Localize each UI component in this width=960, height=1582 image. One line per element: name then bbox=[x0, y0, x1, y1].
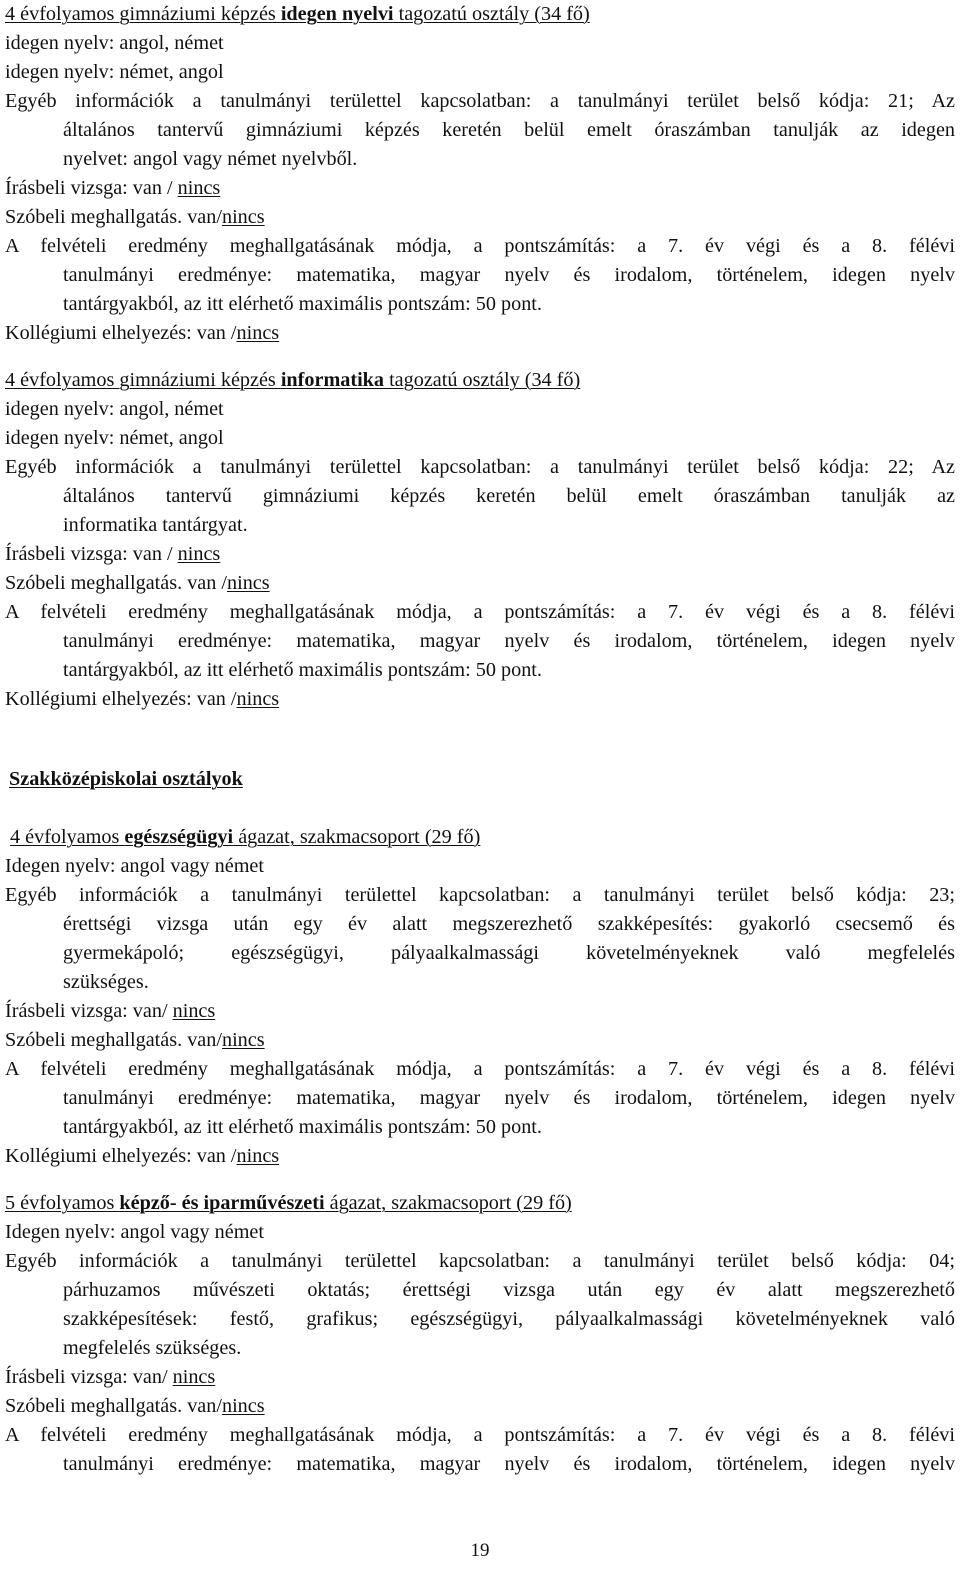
heading-emphasis: informatika bbox=[280, 369, 385, 391]
info-line: Egyéb információk a tanulmányi területtel kapcsolatban: a tanulmányi terület belső kódja: 23; bbox=[5, 884, 955, 906]
info-line: gyermekápoló; egészségügyi, pályaalkalmassági követelményeknek való megfelelés bbox=[63, 942, 955, 964]
oral-exam-line: Szóbeli meghallgatás. van/nincs bbox=[5, 1029, 265, 1051]
language-line: idegen nyelv: angol, német bbox=[5, 398, 224, 420]
info-line: Egyéb információk a tanulmányi területtel kapcsolatban: a tanulmányi terület belső kódja: 22; Az bbox=[5, 456, 955, 478]
oral-exam-line: Szóbeli meghallgatás. van /nincs bbox=[5, 572, 270, 594]
language-line: Idegen nyelv: angol vagy német bbox=[5, 855, 264, 877]
info-line: szükséges. bbox=[63, 971, 149, 993]
admission-line: tanulmányi eredménye: matematika, magyar nyelv és irodalom, történelem, idegen nyelv bbox=[63, 630, 955, 652]
info-line: Egyéb információk a tanulmányi területtel kapcsolatban: a tanulmányi terület belső kódja: 21; Az bbox=[5, 90, 955, 112]
section-language-class bbox=[5, 0, 955, 348]
page-number: 19 bbox=[470, 1540, 490, 1561]
section-heading: 5 évfolyamos képző- és iparművészeti ágazat, szakmacsoport (29 fő) bbox=[5, 1192, 572, 1214]
heading-emphasis: képző- és iparművészeti bbox=[119, 1192, 325, 1214]
dormitory-line: Kollégiumi elhelyezés: van /nincs bbox=[5, 1145, 280, 1167]
language-line: idegen nyelv: angol, német bbox=[5, 32, 224, 54]
vocational-title: Szakközépiskolai osztályok bbox=[9, 768, 243, 790]
admission-line: A felvételi eredmény meghallgatásának módja, a pontszámítás: a 7. év végi és a 8. félévi bbox=[5, 1058, 955, 1080]
info-line: informatika tantárgyat. bbox=[63, 514, 248, 536]
info-line: megfelelés szükséges. bbox=[63, 1337, 242, 1359]
section-heading: 4 évfolyamos egészségügyi ágazat, szakmacsoport (29 fő) bbox=[10, 826, 481, 848]
admission-line: A felvételi eredmény meghallgatásának módja, a pontszámítás: a 7. év végi és a 8. félévi bbox=[5, 235, 955, 257]
written-exam-line: Írásbeli vizsga: van/ nincs bbox=[5, 1366, 216, 1388]
written-exam-line: Írásbeli vizsga: van / nincs bbox=[5, 543, 221, 565]
section-informatics-class bbox=[5, 366, 955, 714]
info-line: párhuzamos művészeti oktatás; érettségi vizsga után egy év alatt megszerezhető bbox=[63, 1279, 955, 1301]
section-heading: 4 évfolyamos gimnáziumi képzés idegen nyelvi tagozatú osztály (34 fő) bbox=[5, 3, 590, 25]
dormitory-line: Kollégiumi elhelyezés: van /nincs bbox=[5, 322, 280, 344]
oral-exam-line: Szóbeli meghallgatás. van/nincs bbox=[5, 206, 265, 228]
admission-line: tanulmányi eredménye: matematika, magyar nyelv és irodalom, történelem, idegen nyelv bbox=[63, 1087, 955, 1109]
admission-line: tantárgyakból, az itt elérhető maximális pontszám: 50 pont. bbox=[63, 1116, 542, 1138]
section-arts-class bbox=[5, 1189, 955, 1479]
info-line: nyelvet: angol vagy német nyelvből. bbox=[63, 148, 358, 170]
written-exam-line: Írásbeli vizsga: van / nincs bbox=[5, 177, 221, 199]
heading-emphasis: egészségügyi bbox=[124, 826, 234, 848]
info-line: érettségi vizsga után egy év alatt megszerezhető szakképesítés: gyakorló csecsemő és bbox=[63, 913, 955, 935]
dormitory-line: Kollégiumi elhelyezés: van /nincs bbox=[5, 688, 280, 710]
section-healthcare-class bbox=[5, 823, 955, 1171]
heading-emphasis: idegen nyelvi bbox=[280, 3, 394, 25]
admission-line: tantárgyakból, az itt elérhető maximális pontszám: 50 pont. bbox=[63, 293, 542, 315]
language-line: idegen nyelv: német, angol bbox=[5, 61, 224, 83]
admission-line: tanulmányi eredménye: matematika, magyar nyelv és irodalom, történelem, idegen nyelv bbox=[63, 264, 955, 286]
admission-line: tanulmányi eredménye: matematika, magyar nyelv és irodalom, történelem, idegen nyelv bbox=[63, 1453, 955, 1475]
admission-line: A felvételi eredmény meghallgatásának módja, a pontszámítás: a 7. év végi és a 8. félévi bbox=[5, 1424, 955, 1446]
oral-exam-line: Szóbeli meghallgatás. van/nincs bbox=[5, 1395, 265, 1417]
section-heading: 4 évfolyamos gimnáziumi képzés informatika tagozatú osztály (34 fő) bbox=[5, 369, 581, 391]
admission-line: A felvételi eredmény meghallgatásának módja, a pontszámítás: a 7. év végi és a 8. félévi bbox=[5, 601, 955, 623]
admission-line: tantárgyakból, az itt elérhető maximális pontszám: 50 pont. bbox=[63, 659, 542, 681]
info-line: Egyéb információk a tanulmányi területtel kapcsolatban: a tanulmányi terület belső kódja: 04; bbox=[5, 1250, 955, 1272]
language-line: Idegen nyelv: angol vagy német bbox=[5, 1221, 264, 1243]
info-line: szakképesítések: festő, grafikus; egészségügyi, pályaalkalmassági követelményeknek való bbox=[63, 1308, 955, 1330]
info-line: általános tantervű gimnáziumi képzés keretén belül emelt óraszámban tanulják az idegen bbox=[63, 119, 955, 141]
written-exam-line: Írásbeli vizsga: van/ nincs bbox=[5, 1000, 216, 1022]
language-line: idegen nyelv: német, angol bbox=[5, 427, 224, 449]
info-line: általános tantervű gimnáziumi képzés keretén belül emelt óraszámban tanulják az bbox=[63, 485, 955, 507]
